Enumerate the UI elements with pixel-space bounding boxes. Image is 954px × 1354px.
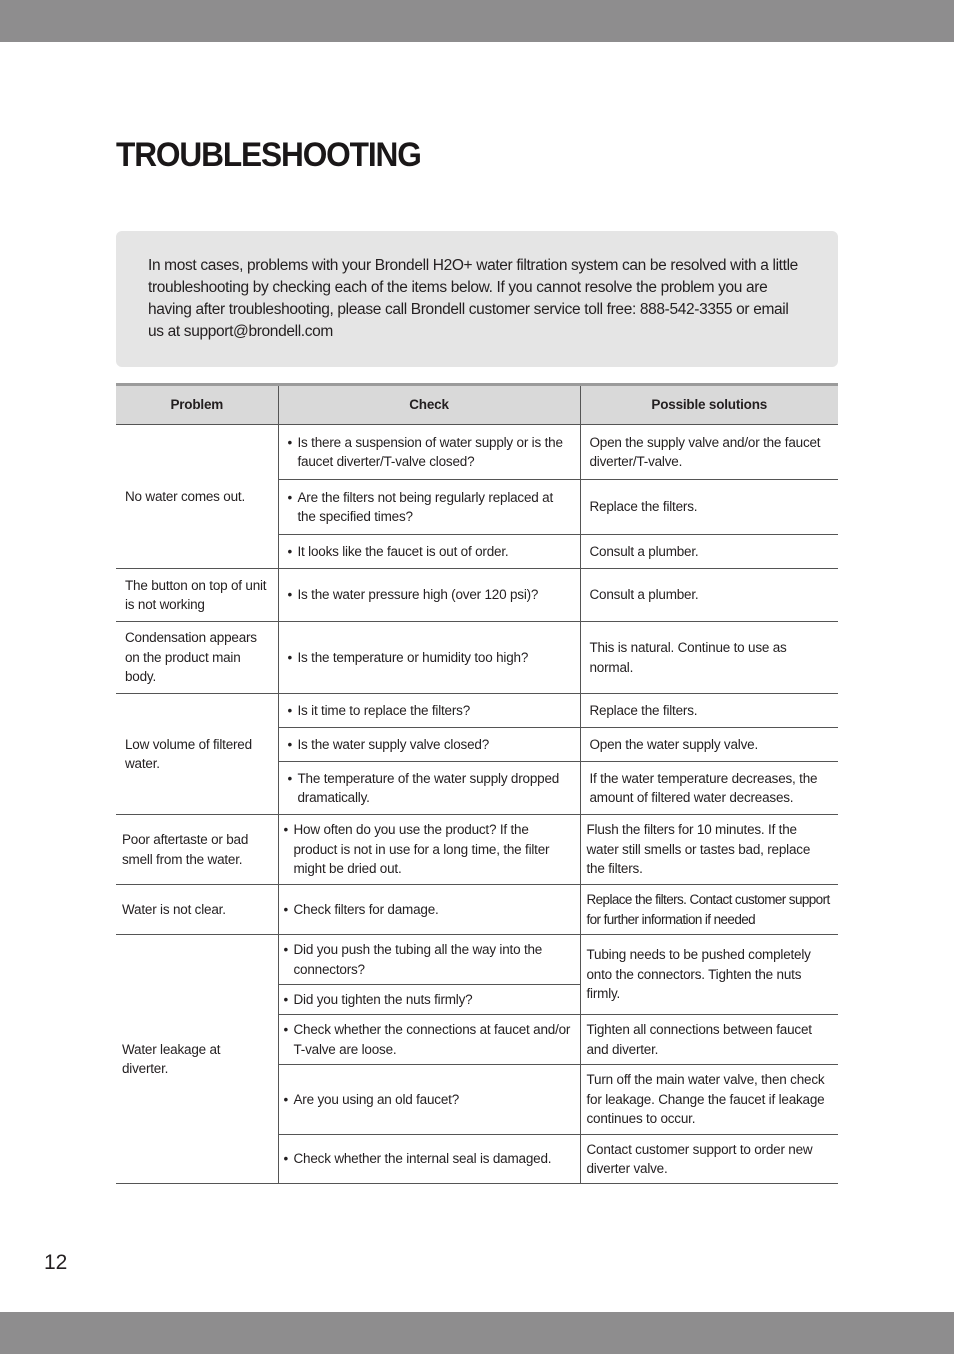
check-cell: • Did you tighten the nuts firmly? <box>278 985 580 1015</box>
bullet-icon: • <box>287 770 293 786</box>
check-cell: • How often do you use the product? If the product is not in use for a long time, the filter might be dried out. <box>278 815 580 885</box>
solution-cell: Tubing needs to be pushed completely onto the connectors. Tighten the nuts firmly. <box>580 935 838 1015</box>
page-number: 12 <box>44 1251 68 1274</box>
problem-cell: Water leakage at diverter. <box>116 935 278 1184</box>
check-cell: • Check whether the connections at faucet and/or T-valve are loose. <box>278 1015 580 1065</box>
bullet-icon: • <box>287 587 293 603</box>
bullet-icon: • <box>283 991 289 1007</box>
check-cell: • Is it time to replace the filters? <box>278 694 580 728</box>
table-row <box>116 694 838 728</box>
check-cell: • Are the filters not being regularly replaced at the specified times? <box>278 480 580 535</box>
solution-cell: If the water temperature decreases, the amount of filtered water decreases. <box>580 762 838 815</box>
table-row <box>116 425 838 480</box>
check-cell: • Check filters for damage. <box>278 885 580 935</box>
check-cell: • Check whether the internal seal is damaged. <box>278 1135 580 1184</box>
bullet-icon: • <box>283 1022 289 1037</box>
page-title: TROUBLESHOOTING <box>116 136 421 174</box>
solution-cell: Consult a plumber. <box>580 535 838 569</box>
troubleshooting-table <box>116 383 838 1184</box>
check-cell: • Is the water pressure high (over 120 psi)? <box>278 569 580 622</box>
problem-cell: No water comes out. <box>116 425 278 569</box>
intro-text: In most cases, problems with your Brondell H2O+ water filtration system can be resolved with a little troubleshooting by checking each of the items below. If you cannot resolve the problem you are having after troubleshooting, please call Brondell customer service toll free: 888-542-3355 or email us at support@brondell.com <box>148 257 798 340</box>
bullet-icon: • <box>283 1151 289 1167</box>
solution-cell: Flush the filters for 10 minutes. If the water still smells or tastes bad, replace the filters. <box>580 815 838 885</box>
bullet-icon: • <box>287 434 293 450</box>
header-solution: Possible solutions <box>580 385 838 425</box>
solution-cell: Tighten all connections between faucet and diverter. <box>580 1015 838 1065</box>
bullet-icon: • <box>287 489 293 505</box>
bottom-band <box>0 1312 954 1354</box>
solution-cell: Replace the filters. <box>580 694 838 728</box>
check-cell: • Is the temperature or humidity too high? <box>278 622 580 694</box>
bullet-icon: • <box>287 649 293 665</box>
table-row <box>116 569 838 622</box>
solution-cell: Open the supply valve and/or the faucet diverter/T-valve. <box>580 425 838 480</box>
check-cell: • It looks like the faucet is out of order. <box>278 535 580 569</box>
check-cell: • Are you using an old faucet? <box>278 1065 580 1135</box>
solution-cell: This is natural. Continue to use as normal. <box>580 622 838 694</box>
check-cell: • Is there a suspension of water supply or is the faucet diverter/T-valve closed? <box>278 425 580 480</box>
problem-cell: Condensation appears on the product main body. <box>116 622 278 694</box>
bullet-icon: • <box>283 901 289 917</box>
bullet-icon: • <box>283 942 289 957</box>
problem-cell: Low volume of filtered water. <box>116 694 278 815</box>
table-row <box>116 815 838 885</box>
solution-cell: Turn off the main water valve, then check for leakage. Change the faucet if leakage continues to occur. <box>580 1065 838 1135</box>
check-cell: • Is the water supply valve closed? <box>278 728 580 762</box>
bullet-icon: • <box>287 543 293 559</box>
bullet-icon: • <box>287 736 293 752</box>
bullet-icon: • <box>283 1091 289 1107</box>
problem-cell: Water is not clear. <box>116 885 278 935</box>
solution-cell: Open the water supply valve. <box>580 728 838 762</box>
intro-box <box>116 231 838 367</box>
check-cell: • The temperature of the water supply dropped dramatically. <box>278 762 580 815</box>
header-row <box>116 385 838 425</box>
bullet-icon: • <box>287 702 293 718</box>
header-problem: Problem <box>116 385 278 425</box>
problem-cell: The button on top of unit is not working <box>116 569 278 622</box>
table-row <box>116 935 838 985</box>
solution-cell: Replace the filters. Contact customer support for further information if needed <box>580 885 838 935</box>
problem-cell: Poor aftertaste or bad smell from the water. <box>116 815 278 885</box>
bullet-icon: • <box>283 822 289 838</box>
table-row <box>116 622 838 694</box>
header-check: Check <box>278 385 580 425</box>
solution-cell: Contact customer support to order new diverter valve. <box>580 1135 838 1184</box>
table-row <box>116 885 838 935</box>
top-band <box>0 0 954 42</box>
solution-cell: Replace the filters. <box>580 480 838 535</box>
solution-cell: Consult a plumber. <box>580 569 838 622</box>
check-cell: • Did you push the tubing all the way into the connectors? <box>278 935 580 985</box>
